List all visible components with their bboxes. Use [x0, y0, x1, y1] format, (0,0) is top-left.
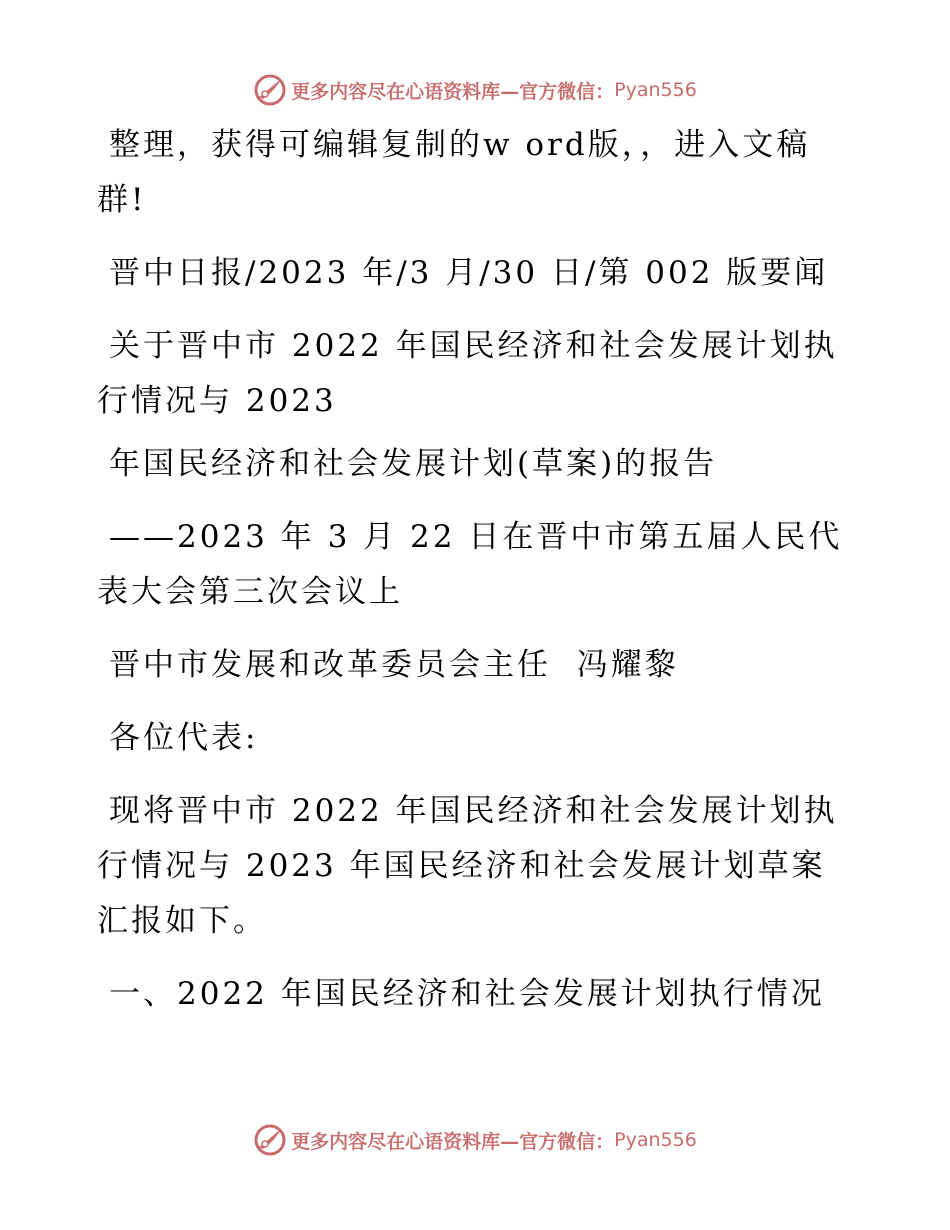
paragraph-source: 晋中日报/2023 年/3 月/30 日/第 002 版要闻 [109, 255, 829, 291]
watermark-text: 更多内容尽在心语资料库—官方微信： [291, 80, 615, 103]
watermark-text: 更多内容尽在心语资料库—官方微信： [291, 1130, 615, 1153]
section-heading-1: 一、2022 年国民经济和社会发展计划执行情况 [109, 976, 825, 1012]
paragraph-author: 晋中市发展和改革委员会主任 冯耀黎 [109, 647, 679, 683]
quill-seal-logo-icon [253, 73, 287, 107]
paragraph-title-line1: 关于晋中市 2022 年国民经济和社会发展计划执行情况与 2023 [97, 328, 838, 419]
watermark-account: Pyan556 [614, 79, 697, 101]
watermark-account: Pyan556 [614, 1129, 697, 1151]
quill-seal-logo-icon [253, 1123, 287, 1157]
paragraph-intro: 整理，获得可编辑复制的w ord版，，进入文稿群! [97, 127, 811, 218]
footer-watermark [0, 1120, 950, 1160]
paragraph-greeting: 各位代表: [109, 720, 259, 756]
paragraph-subtitle: ——2023 年 3 月 22 日在晋中市第五届人民代表大会第三次会议上 [97, 519, 843, 610]
document-body [97, 118, 857, 1040]
header-watermark [0, 70, 950, 110]
paragraph-title-line2: 年国民经济和社会发展计划(草案)的报告 [109, 446, 718, 482]
paragraph-report: 现将晋中市 2022 年国民经济和社会发展计划执行情况与 2023 年国民经济和社会发展计划草案汇报如下。 [97, 793, 838, 939]
